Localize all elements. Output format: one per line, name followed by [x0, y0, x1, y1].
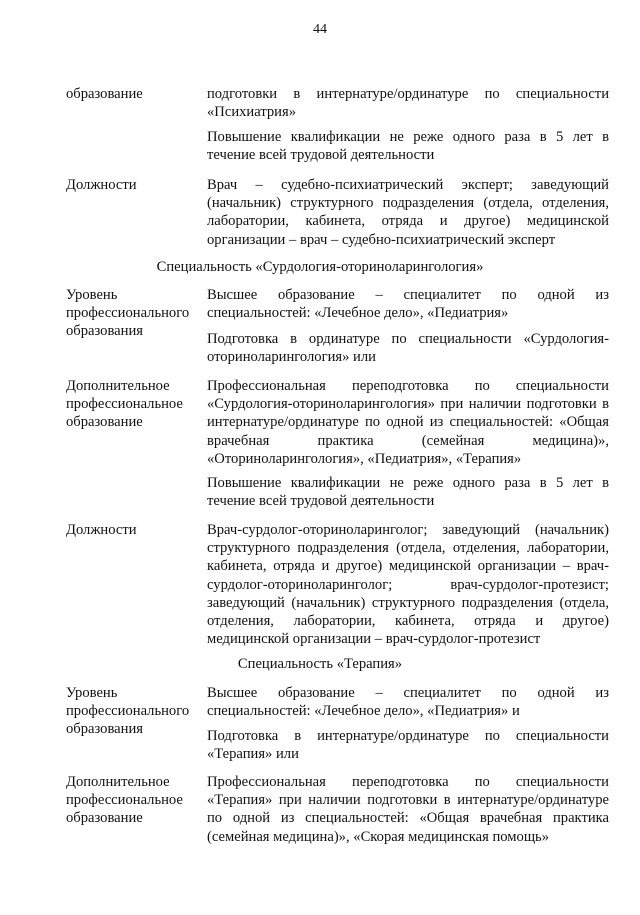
row-label-positions: Должности [66, 522, 137, 538]
row-label-education-continued: образование [66, 86, 143, 102]
section-heading-surdology: Специальность «Сурдология-оториноларингология» [156, 259, 484, 275]
row-text-retraining: Профессиональная переподготовка по специальности «Терапия» при наличии подготовки в интернатуре/ординатуре по одной из специальностей: «Общая врачебная практика (семейная медицина)», «Скорая медицинская помощь» [207, 774, 609, 845]
row-text-residency: Подготовка в интернатуре/ординатуре по специальности «Терапия» или [207, 728, 609, 763]
row-text-forensic-positions: Врач – судебно-психиатрический эксперт; заведующий (начальник) структурного подразделения (отдела, отделения, лаборатории, кабинета, отряда и другое) медицинской организации – врач – судебно-психиатрический эксперт [207, 177, 609, 248]
row-text-higher-education: Высшее образование – специалитет по одной из специальностей: «Лечебное дело», «Педиатрия» и [207, 685, 609, 720]
row-text-psychiatry-training: подготовки в интернатуре/ординатуре по специальности «Психиатрия» [207, 86, 609, 121]
row-label-positions: Должности [66, 177, 137, 193]
row-text-surdology-positions: Врач-сурдолог-оториноларинголог; заведующий (начальник) структурного подразделения (отдела, отделения, лаборатории, кабинета, отряда и другое) медицинской организации – врач-сурдолог-оториноларинголог; врач-сурдолог-протезист; заведующий (начальник) структурного подразделения (отдела, отделения, лаборатории, кабинета, отряда и другое) медицинской организации – врач-сурдолог-протезист [207, 522, 609, 648]
row-text-qualification-upgrade: Повышение квалификации не реже одного раза в 5 лет в течение всей трудовой деятельности [207, 129, 609, 164]
page-number: 44 [313, 22, 327, 37]
row-text-retraining: Профессиональная переподготовка по специальности «Сурдология-оториноларингология» при наличии подготовки в интернатуре/ординатуре по одной из специальностей: «Общая врачебная практика (семейная медицина)», «Оториноларингология», «Педиатрия», «Терапия» [207, 378, 609, 467]
row-text-residency: Подготовка в ординатуре по специальности «Сурдология-оториноларингология» или [207, 331, 609, 366]
row-text-qualification-upgrade: Повышение квалификации не реже одного раза в 5 лет в течение всей трудовой деятельности [207, 475, 609, 510]
row-label-education-level: Уровень профессионального образования [66, 685, 190, 738]
row-label-education-level: Уровень профессионального образования [66, 287, 190, 340]
row-label-additional-education: Дополнительное профессиональное образование [66, 378, 183, 431]
row-label-additional-education: Дополнительное профессиональное образование [66, 774, 183, 827]
section-heading-therapy: Специальность «Терапия» [237, 656, 403, 672]
row-text-higher-education: Высшее образование – специалитет по одной из специальностей: «Лечебное дело», «Педиатрия» [207, 287, 609, 322]
